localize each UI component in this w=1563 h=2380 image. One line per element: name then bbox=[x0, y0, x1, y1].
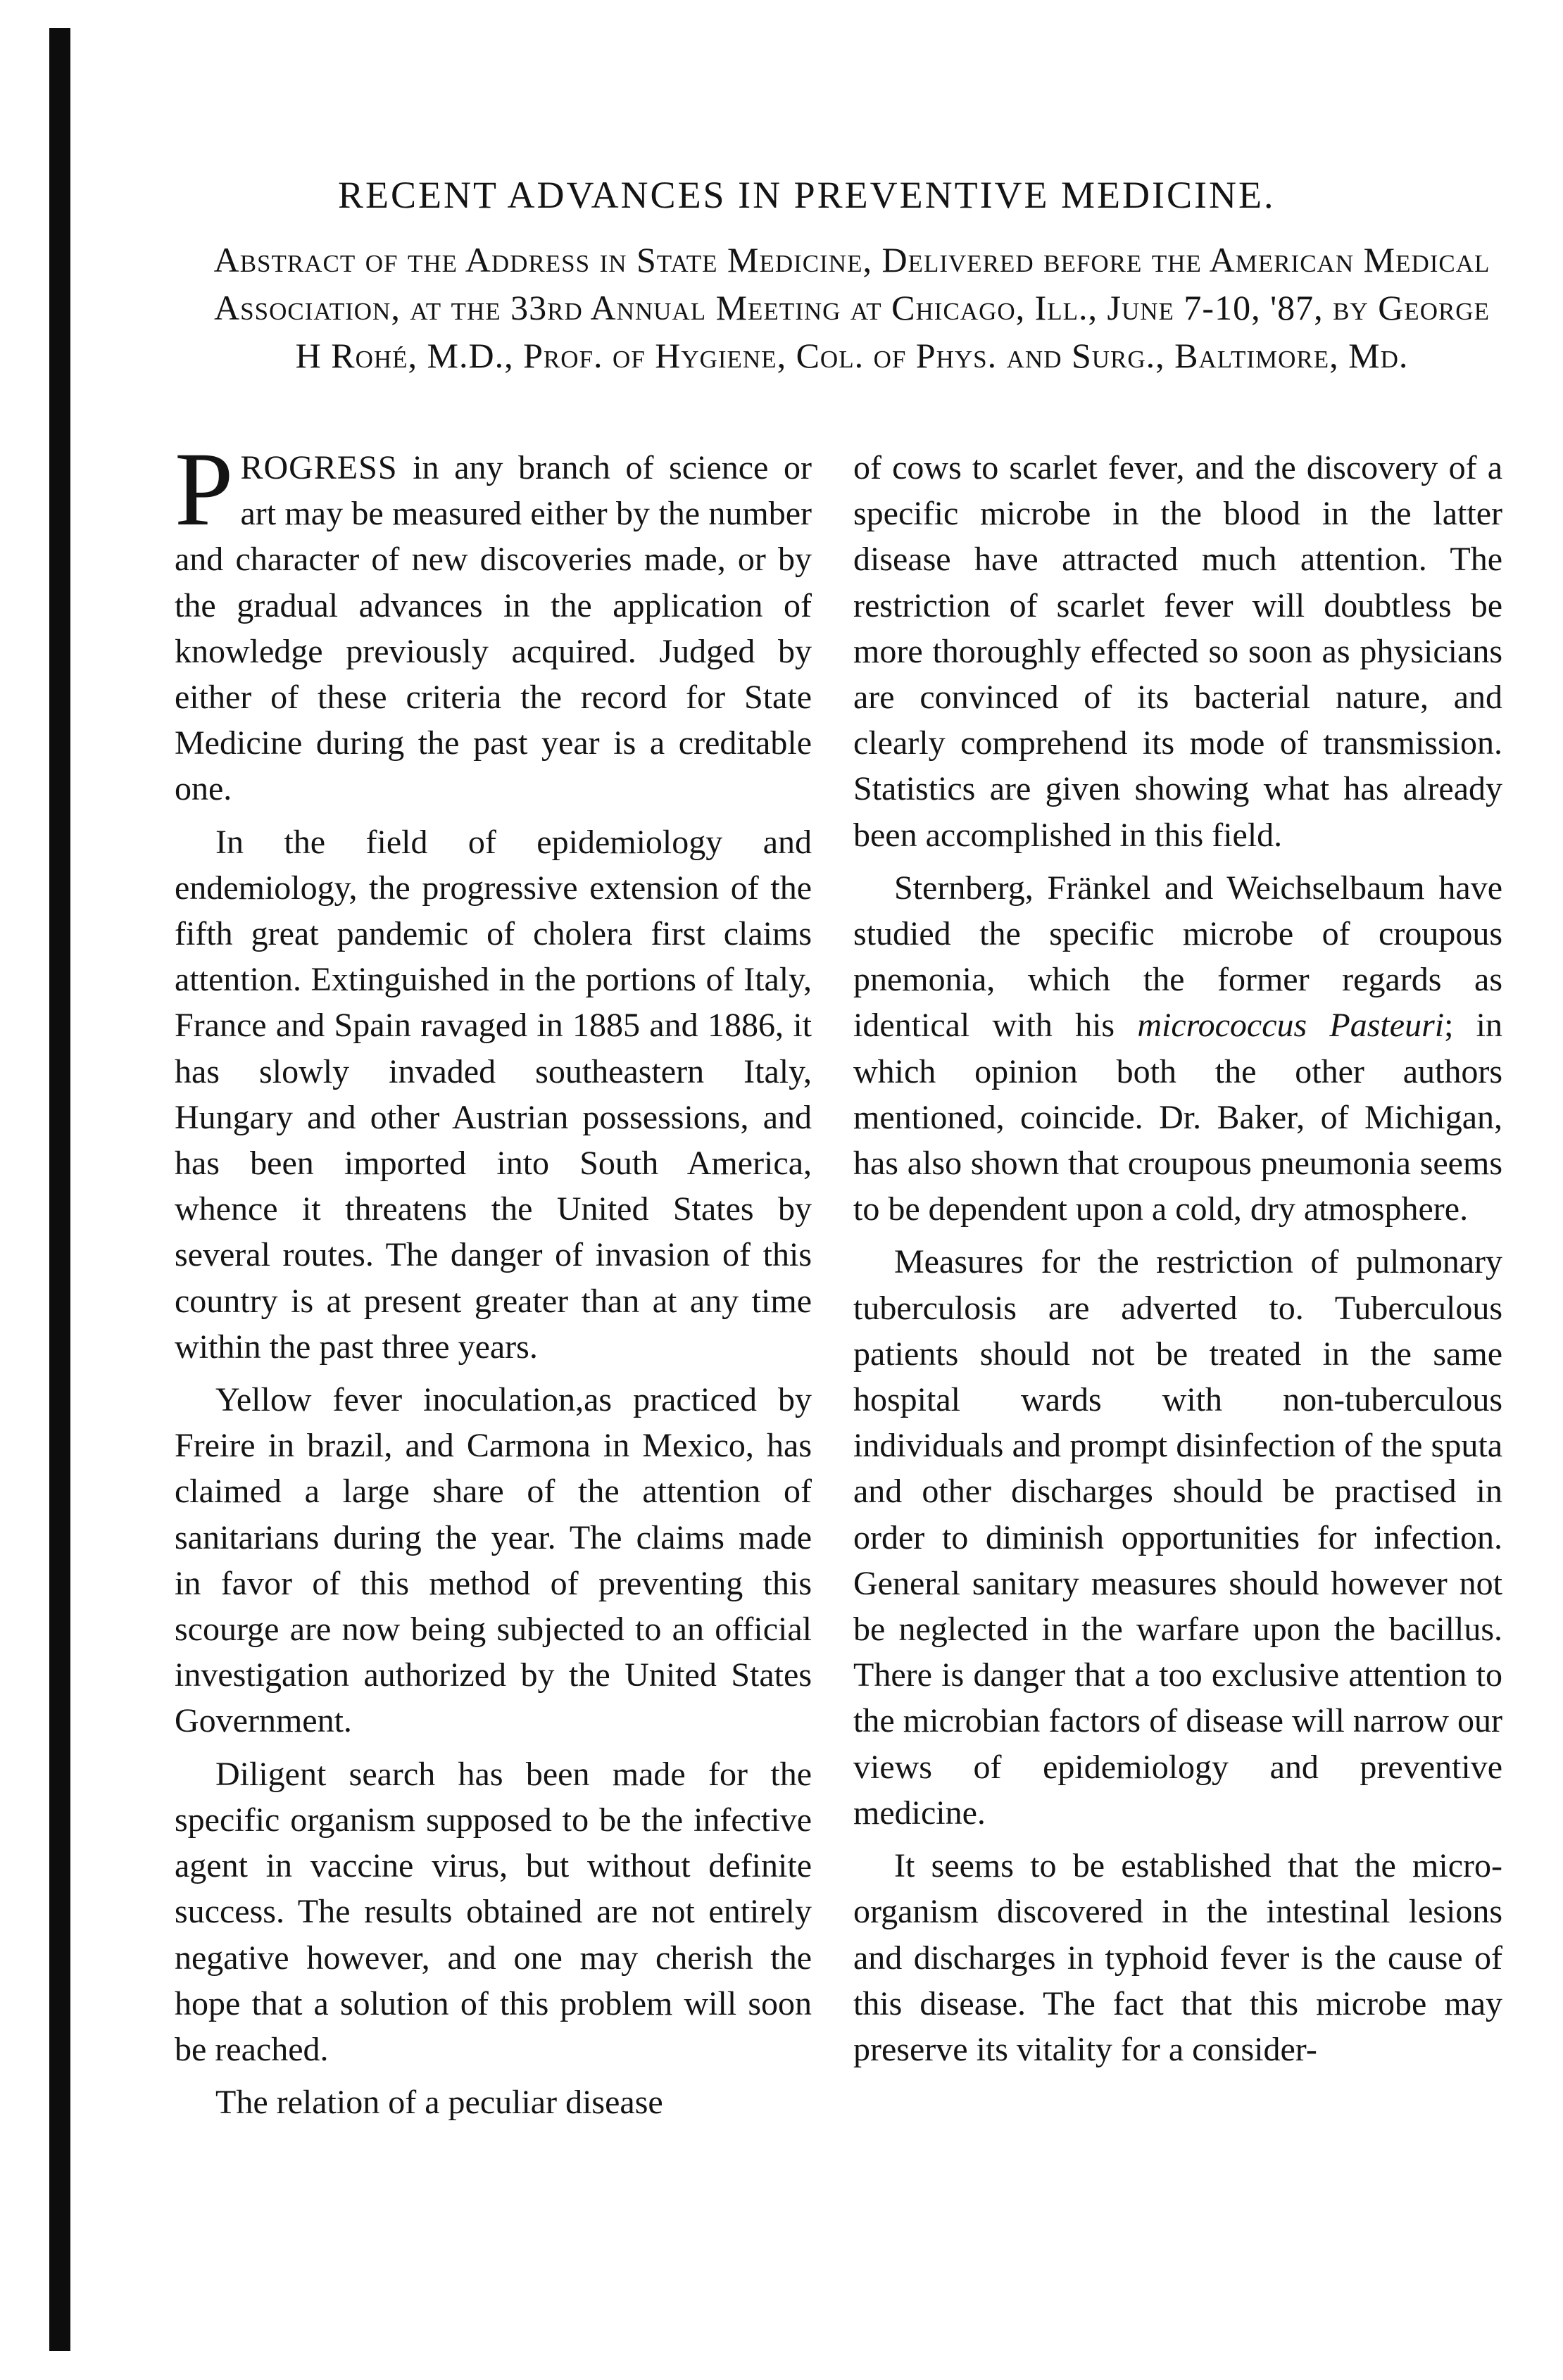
paragraph-relation: The relation of a peculiar disease bbox=[215, 2084, 663, 2122]
right-column bbox=[853, 445, 1502, 2079]
paragraph-pneumonia bbox=[853, 865, 1502, 1233]
paragraph-progress bbox=[175, 431, 812, 812]
paragraph-vaccine: Diligent search has been made for the specific organism supposed to be the infective agent in vaccine virus, but without definite success. The results obtained are not entirely negative however, and one may cherish the hope that a solution of this problem will soon be reached. bbox=[175, 1755, 812, 2068]
scan-edge-bar bbox=[49, 28, 70, 2351]
paragraph-tuberculosis: Measures for the restriction of pulmonary tuberculosis are adverted to. Tuberculous patients should not be treated in the same hospital wards with non-tuberculous individuals and prompt disinfection of the sputa and other discharges should be practised in order to diminish opportunities for infection. General sanitary measures should however not be neglected in the warfare upon the bacillus. There is danger that a too exclusive attention to the microbian factors of disease will narrow our views of epidemiology and preventive medicine. bbox=[853, 1243, 1502, 1832]
paragraph-cholera: In the field of epidemiology and endemiology, the progressive extension of the fifth great pandemic of cholera first claims attention. Extinguished in the portions of Italy, France and Spain ravaged in 1885 and 1886, it has slowly invaded southeastern Italy, Hungary and other Austrian possessions, and has been imported into South America, whence it threatens the United States by several routes. The danger of invasion of this country is at present greater than at any time within the past three years. bbox=[175, 823, 812, 1366]
left-column bbox=[175, 431, 812, 2132]
article-subtitle: Abstract of the Address in State Medicine, Delivered before the American Medical Association, at the 33rd Annual Meeting at Chicago, Ill., June 7-10, '87, by George H Rohé, M.D., Prof. of Hygiene, Col. of Phys. and Surg., Baltimore, Md. bbox=[213, 240, 1490, 375]
first-word: ROGRESS bbox=[240, 449, 398, 486]
paragraph-text: Sternberg, Fränkel and Weichselbaum have studied the specific microbe of croupous pnemonia, which the former regards as identical with his bbox=[853, 869, 1502, 1045]
paragraph-scarlet-fever: of cows to scarlet fever, and the discovery of a specific microbe in the blood in the latter disease have attracted much attention. The restriction of scarlet fever will doubtless be more thoroughly effected so soon as physicians are convinced of its bacterial nature, and clearly comprehend its mode of transmission. Statistics are given showing what has already been accomplished in this field. bbox=[853, 449, 1502, 854]
paragraph-text: in any branch of science or art may be measured either by the number and character of new discoveries made, or by the gradual advances in the application of knowledge previously acquired. Judged by either of these criteria the record for State Medicine during the past year is a creditable one. bbox=[175, 449, 812, 808]
organism-name: micrococcus Pasteuri bbox=[1137, 1007, 1445, 1045]
drop-cap: P bbox=[175, 431, 234, 548]
paragraph-typhoid: It seems to be established that the micro-organism discovered in the intestinal lesions and discharges in typhoid fever is the cause of this disease. The fact that this microbe may preserve its vitality for a consider- bbox=[853, 1847, 1502, 2068]
paragraph-yellow-fever: Yellow fever inoculation,as practiced by Freire in brazil, and Carmona in Mexico, has claimed a large share of the attention of sanitarians during the year. The claims made in favor of this method of preventing this scourge are now being subjected to an official investigation authorized by the United States Government. bbox=[175, 1381, 812, 1740]
article-title: RECENT ADVANCES IN PREVENTIVE MEDICINE. bbox=[338, 174, 1276, 216]
paragraph-text: ; in which opinion both the other authors mentioned, coincide. Dr. Baker, of Michigan, has also shown that croupous pneumonia seems to be dependent upon a cold, dry atmosphere. bbox=[853, 1007, 1503, 1228]
